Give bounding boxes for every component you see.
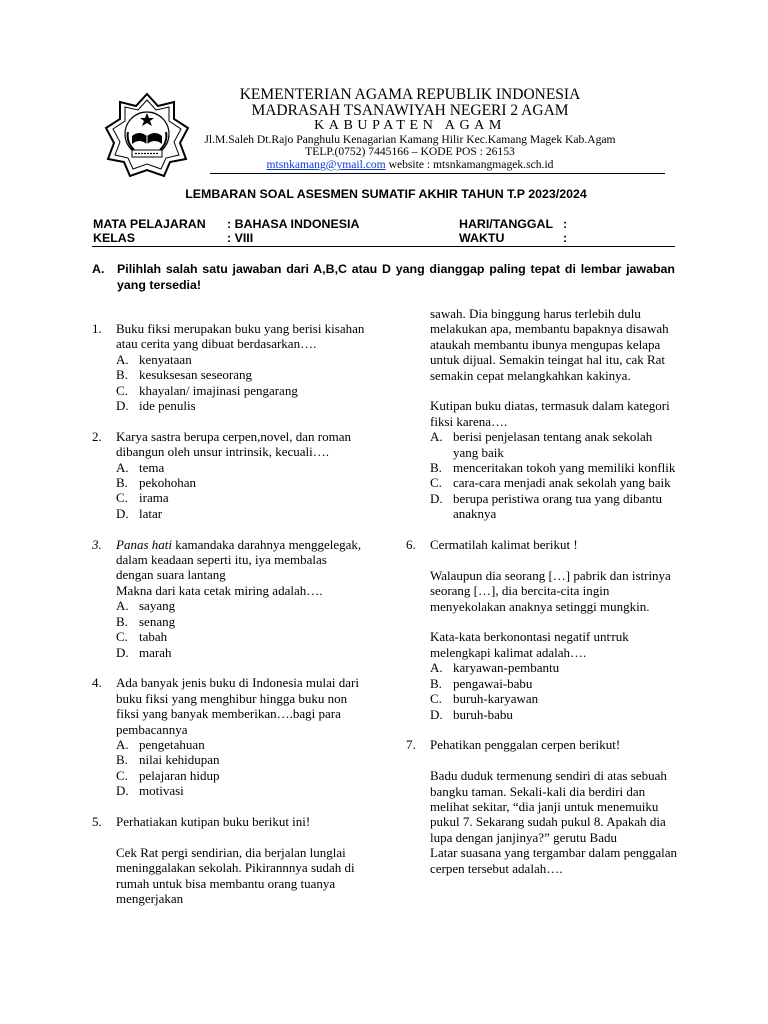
option-d: D. ide penulis: [116, 398, 196, 414]
question-number: 1.: [92, 321, 102, 336]
instruction-text: Pilihlah salah satu jawaban dari A,B,C atau D yang dianggap paling tepat di lembar jawaban yang tersedia!: [117, 262, 675, 292]
question-6: [406, 537, 678, 722]
option-c: C. pelajaran hidup: [116, 767, 220, 783]
document-title: LEMBARAN SOAL ASESMEN SUMATIF AKHIR TAHUN T.P 2023/2024: [185, 187, 587, 201]
question-number: 2.: [92, 428, 102, 444]
question-prompt: Kutipan buku diatas, termasuk dalam kategori fiksi karena….: [430, 398, 670, 429]
option-a: A. kenyataan: [116, 351, 192, 367]
question-number: 4.: [92, 675, 102, 691]
question-stem: Buku fiksi merupakan buku yang berisi kisahan atau cerita yang dibuat berdasarkan….: [116, 321, 365, 352]
right-column: [406, 306, 678, 891]
letterhead-divider: [210, 173, 665, 174]
question-number: 3.: [92, 536, 102, 552]
kop-phone: TELP.(0752) 7445166 – KODE POS : 26153: [305, 145, 515, 158]
question-stem: Pehatikan penggalan cerpen berikut!: [430, 737, 621, 753]
meta-divider: [92, 246, 675, 247]
passage: Badu duduk termenung sendiri di atas sebuah bangku taman. Sekali-kali dia berdiri dan melihat sekitar, “dia janji untuk menemuiku pukul 7. Sekarang sudah pukul 8. Apakah dia lupa dengan janjinya?” gerutu Badu: [430, 768, 667, 845]
option-c: C. buruh-karyawan: [430, 691, 539, 707]
option-a: A. tema: [116, 459, 165, 475]
left-column: [92, 321, 367, 922]
option-d: D. buruh-babu: [430, 706, 513, 722]
question-5: [92, 814, 367, 906]
italic-phrase: Panas hati: [116, 536, 172, 552]
option-c: C. tabah: [116, 629, 168, 645]
option-d: D. marah: [116, 644, 172, 660]
date-label: HARI/TANGGAL: [459, 217, 554, 231]
option-c: C. cara-cara menjadi anak sekolah yang baik: [430, 475, 671, 491]
option-c: C. irama: [116, 490, 169, 506]
option-b: B. kesuksesan seseorang: [116, 367, 252, 383]
date-colon: :: [563, 217, 568, 231]
subject-label: MATA PELAJARAN: [93, 217, 206, 231]
option-a: A. pengetahuan: [116, 736, 205, 752]
question-prompt: Kata-kata berkonontasi negatif untтuk melengkapi kalimat adalah….: [430, 629, 629, 660]
kop-school: MADRASAH TSANAWIYAH NEGERI 2 AGAM: [251, 102, 569, 119]
question-number: 6.: [406, 537, 416, 553]
class-label: KELAS: [93, 231, 135, 245]
option-a: A. karyawan-pembantu: [430, 660, 560, 676]
option-d: D. latar: [116, 505, 163, 521]
class-value: : VIII: [227, 231, 254, 245]
option-b: B. senang: [116, 613, 176, 629]
question-1: [92, 321, 367, 413]
option-b: B. pengawai-babu: [430, 675, 533, 691]
question-stem: Karya sastra berupa cerpen,novel, dan roman dibangun oleh unsur intrinsik, kecuali….: [116, 428, 351, 460]
question-stem: Ada banyak jenis buku di Indonesia mulai dari buku fiksi yang menghibur hingga buku non fiksi yang banyak memberikan….bagi para pembacannya: [116, 675, 359, 737]
time-colon: :: [563, 231, 568, 245]
email-link[interactable]: mtsnkamang@ymail.com: [266, 158, 386, 171]
option-d: D. berupa peristiwa orang tua yang dibantu anaknya: [430, 490, 663, 522]
option-b: B. menceritakan tokoh yang memiliki konflik: [430, 460, 676, 476]
question-prompt: Makna dari kata cetak miring adalah….: [116, 582, 323, 598]
kop-ministry: KEMENTERIAN AGAMA REPUBLIK INDONESIA: [239, 86, 581, 103]
option-a: A. sayang: [116, 598, 176, 614]
kop-contact: [160, 158, 660, 171]
option-d: D. motivasi: [116, 783, 184, 799]
passage-part-1: Cek Rat pergi sendirian, dia berjalan lunglai meninggalakan sekolah. Pikirannnya sudah di rumah untuk bisa membantu orang tuanya mengerjakan: [116, 844, 355, 906]
question-prompt: Latar suasana yang tergambar dalam penggalan cerpen tersebut adalah….: [430, 845, 678, 876]
instruction-section-letter: A.: [92, 262, 105, 276]
option-b: B. pekohohan: [116, 475, 197, 491]
question-2: [92, 429, 367, 521]
question-3: [92, 537, 367, 660]
question-7: [406, 737, 678, 876]
option-c: C. khayalan/ imajinasi pengarang: [116, 382, 298, 398]
instruction: [92, 262, 675, 293]
kop-address: Jl.M.Saleh Dt.Rajo Panghulu Kenagarian Kamang Hilir Kec.Kamang Magek Kab.Agam: [204, 133, 616, 146]
website-text: website : mtsnkamangmagek.sch.id: [385, 158, 554, 171]
question-4: [92, 675, 367, 798]
kop-regency: KABUPATEN AGAM: [314, 118, 506, 133]
time-label: WAKTU: [459, 231, 505, 245]
option-b: B. nilai kehidupan: [116, 752, 220, 768]
option-a: A. berisi penjelasan tentang anak sekolah yang baik: [430, 429, 653, 460]
question-stem: Panas hati kamandaka darahnya menggelegak, dalam keadaan seperti itu, iya membalas dengan suara lantang: [116, 536, 362, 583]
question-5-continued: [406, 306, 678, 522]
question-number: 7.: [406, 737, 416, 753]
passage: Walaupun dia seorang […] pabrik dan istrinya seorang […], dia bercita-cita ingin menyekolakan anaknya setinggi mungkin.: [430, 567, 671, 614]
question-stem: Perhatiakan kutipan buku berikut ini!: [116, 813, 311, 829]
passage-part-2: sawah. Dia binggung harus terlebih dulu melakukan apa, membantu bapaknya disawah ataukah membantu ibunya mengupas kelapa untuk dijual. Semakin teingat hal itu, cak Rat semakin cepat melangkahkan kakinya.: [430, 306, 669, 383]
subject-value: : BAHASA INDONESIA: [227, 217, 360, 231]
question-stem: Cermatilah kalimat berikut !: [430, 537, 578, 553]
question-number: 5.: [92, 813, 102, 829]
